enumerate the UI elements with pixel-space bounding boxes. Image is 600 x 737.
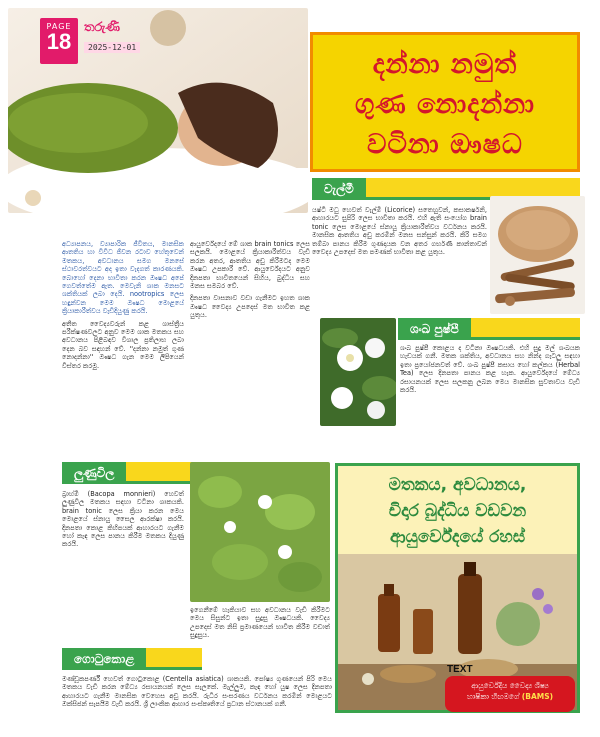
intro-paragraph-2: අතීත වෛද්‍යවරුන් කළ ශාස්ත්‍රීය පරීක්ෂණවලට අනුව මෙම ශාක මතකය සහ අවධානය පිළිබඳව විශාල ප්‍රතිලාභ ලබා දෙන බව සඳහන් වේ. ''දන්නා නමුත් ගුණ නොදන්නා'' ඖෂධ ගැන මෙම ලිපියෙන් විස්තර කරමු. bbox=[62, 319, 184, 370]
intro-paragraph-1: අධ්‍යාපනය, ව්‍යාපාරික ජීවිතය, මානසික ආතතිය හා විවිධ ජීවන රටාව හේතුවෙන් මතකය, අවධානය සමග මනසේ ස්ථාවරත්වයට අද ඉතා වැදගත් කාරණයකි. බොහෝ දෙනා භාවිතා කරන ඖෂධ අපේ ගෙවත්තේම ඇත. මෙවැනි ශාක මනසට ශක්තියක් ලබා දෙයි. nootropics ලෙස හඳුන්වන මෙම ඖෂධ මොළයේ ක්‍රියාකාරීත්වය වැඩිදියුණු කරයි. bbox=[62, 240, 184, 316]
intro-column-1 bbox=[62, 240, 184, 450]
headline-box bbox=[310, 32, 580, 172]
intro-column-2 bbox=[190, 240, 310, 450]
text-logo: TEXT bbox=[447, 664, 473, 675]
intro-paragraph-4: දිනපතා වාසනාව වඩා ගැනීමට ඉහත ශාක ඖෂධ වෛද්‍ය උපදෙස් මත භාවිත කළ යුතුය. bbox=[190, 294, 310, 320]
ayurveda-heading-line-1: මතකය, අවධානය, bbox=[388, 475, 527, 495]
section-title-lunuwila: ලුණුවිල bbox=[62, 462, 126, 484]
page-label: PAGE bbox=[46, 22, 72, 31]
lunuwila-article-text-2 bbox=[190, 606, 330, 640]
welmi-paragraph: යෂ්ටි මධු හෙවත් වැල්මී (Licorice) සතෙහුවන්, කසාකර්ෂනි, ආහාරයට සුපිරි ලෙස භාවිතා කරයි. එහි ඇති සංයෝග brain tonic ලෙස මොළයේ ස්නායු ක්‍රියාකාරීත්වය වර්ධනය කරයි. මානසික ආතතිය අඩු කරමින් මනස සන්සුන් කරයි. කිරි සමග තම්බා පානය කිරීම ගුණදායක වන අතර ගර්භණී කාන්තාවන් වෛද්‍ය උපදෙස් මත පමණක් භාවිතා කළ යුතුය. bbox=[312, 206, 487, 257]
section-header-gotukola bbox=[62, 648, 202, 670]
author-name: හාෂිකා හිඟමගේ bbox=[466, 692, 520, 701]
ayurveda-heading-line-2: චිදාර බුද්ධිය වඩවන bbox=[388, 501, 527, 521]
shankapushpi-paragraph: ශංඛ පුෂ්පී කොළය ද වටිනා ඖෂධයකි. එහි සුදු මල් ශංඛයක හැඩයක් ගනී. මතක ශක්තිය, අවධානය සහ නින්ද ගැටලු සඳහා ඉතා ප්‍රයෝජනවත් වේ. ශංඛ පුෂ්පී කසාය හෝ කල්කය (Herbal Tea) ලෙස දිනපතා පානය කළ හැක. ආයුර්වේදයේ මේධ්‍ය රසායනයක් ලෙස සලකනු ලබන මෙය මානසික සුවතාවය වැඩි කරයි. bbox=[400, 344, 580, 395]
section-header-lunuwila bbox=[62, 462, 202, 484]
page-badge bbox=[40, 18, 176, 64]
author-degree: (BAMS) bbox=[521, 692, 554, 701]
shankapushpi-photo bbox=[320, 318, 396, 426]
headline-line-3: වටිනා ඖෂධ bbox=[367, 129, 523, 160]
page-number: 18 bbox=[46, 29, 72, 54]
gotukola-paragraph: මණ්ඩූකපර්ණී හෙවත් ගොටුකොළ (Centella asiatica) ශාකයකි. පෝෂ්‍ය ගුණයෙන් පිරි මෙය මතකය වැඩි කරන මේධ්‍ය රසායනයක් ලෙස සැලකේ. මැල්ලුම, කැඳ හෝ යුෂ ලෙස දිනපතා ආහාරයට ගැනීම මානසික වෙහෙස අඩු කරයි. රුධිර සංසරණය වර්ධනය කරමින් මොළයට ඔක්සිජන් සැපයීම වැඩි කරයි. ශ්‍රී ලාංකික ආහාර සංස්කෘතියේ ප්‍රධාන ස්ථානයක් ගනී. bbox=[62, 675, 332, 709]
licorice-photo bbox=[490, 196, 585, 314]
lunuwila-photo bbox=[190, 462, 330, 602]
ayurveda-heading-line-3: ආයුර්වේදයේ රහස් bbox=[389, 527, 526, 547]
headline-line-1: දන්නා නමුත් bbox=[372, 49, 518, 80]
paper-name: තරුණී bbox=[84, 20, 121, 35]
issue-date: 2025-12-01 bbox=[84, 42, 140, 53]
section-title-shankapushpi: ශංඛ පුෂ්පී bbox=[398, 318, 471, 340]
ayurveda-heading bbox=[338, 466, 577, 554]
author-title: ආයුර්වේදිය වෛද්‍ය ශිෂ්‍ය bbox=[471, 681, 549, 690]
lunuwila-paragraph-2: ඉගෙනීමේ හැකියාව සහ අවධානය වැඩි කිරීමට මෙය සිසුන්ට ඉතා සුදුසු ඖෂධයකි. වෛද්‍ය උපදෙස් මත නිසි ප්‍රමාණයෙන් භාවිත කිරීම වඩාත් සුදුසුය. bbox=[190, 606, 330, 640]
section-header-shankapushpi bbox=[398, 318, 580, 340]
section-title-gotukola: ගොටුකොළ bbox=[62, 648, 146, 670]
section-title-welmi: වැල්මී bbox=[312, 178, 366, 200]
welmi-article-text bbox=[312, 206, 487, 314]
shankapushpi-article-text bbox=[400, 344, 580, 456]
lunuwila-article-text bbox=[62, 490, 184, 640]
gotukola-article-text bbox=[62, 675, 332, 733]
lunuwila-paragraph: බ්‍රාහ්මී (Bacopa monnieri) හෙවත් ලුණුවිල මතකය සඳහා වටිනා ශාකයකි. brain tonic ලෙස ක්‍රියා කරන මෙය මොළයේ ස්නායු සෛල ආරක්ෂා කරයි. දිනපතා කොළ කිහිපයක් ආහාරයට ගැනීම හෝ කැඳ ලෙස පානය කිරීම මතකය දියුණු කරයි. bbox=[62, 490, 184, 549]
author-byline bbox=[445, 676, 575, 712]
headline-line-2: ගුණ නොදන්නා bbox=[355, 89, 535, 120]
page-number-box bbox=[40, 18, 78, 64]
intro-paragraph-3: ආයුර්වේදයේ මේ ශාක brain tonics ලෙස සලකයි. මොළයේ ක්‍රියාකාරීත්වය වැඩි කරන අතර, ආතතිය අඩු කිරීමටද මෙම ඖෂධ උපකාරී වේ. ආයුර්වේදයට අනුව දිනපතා භාවිතයෙන් සිහිය, බුද්ධිය සහ මනස සමබර වේ. bbox=[190, 240, 310, 291]
